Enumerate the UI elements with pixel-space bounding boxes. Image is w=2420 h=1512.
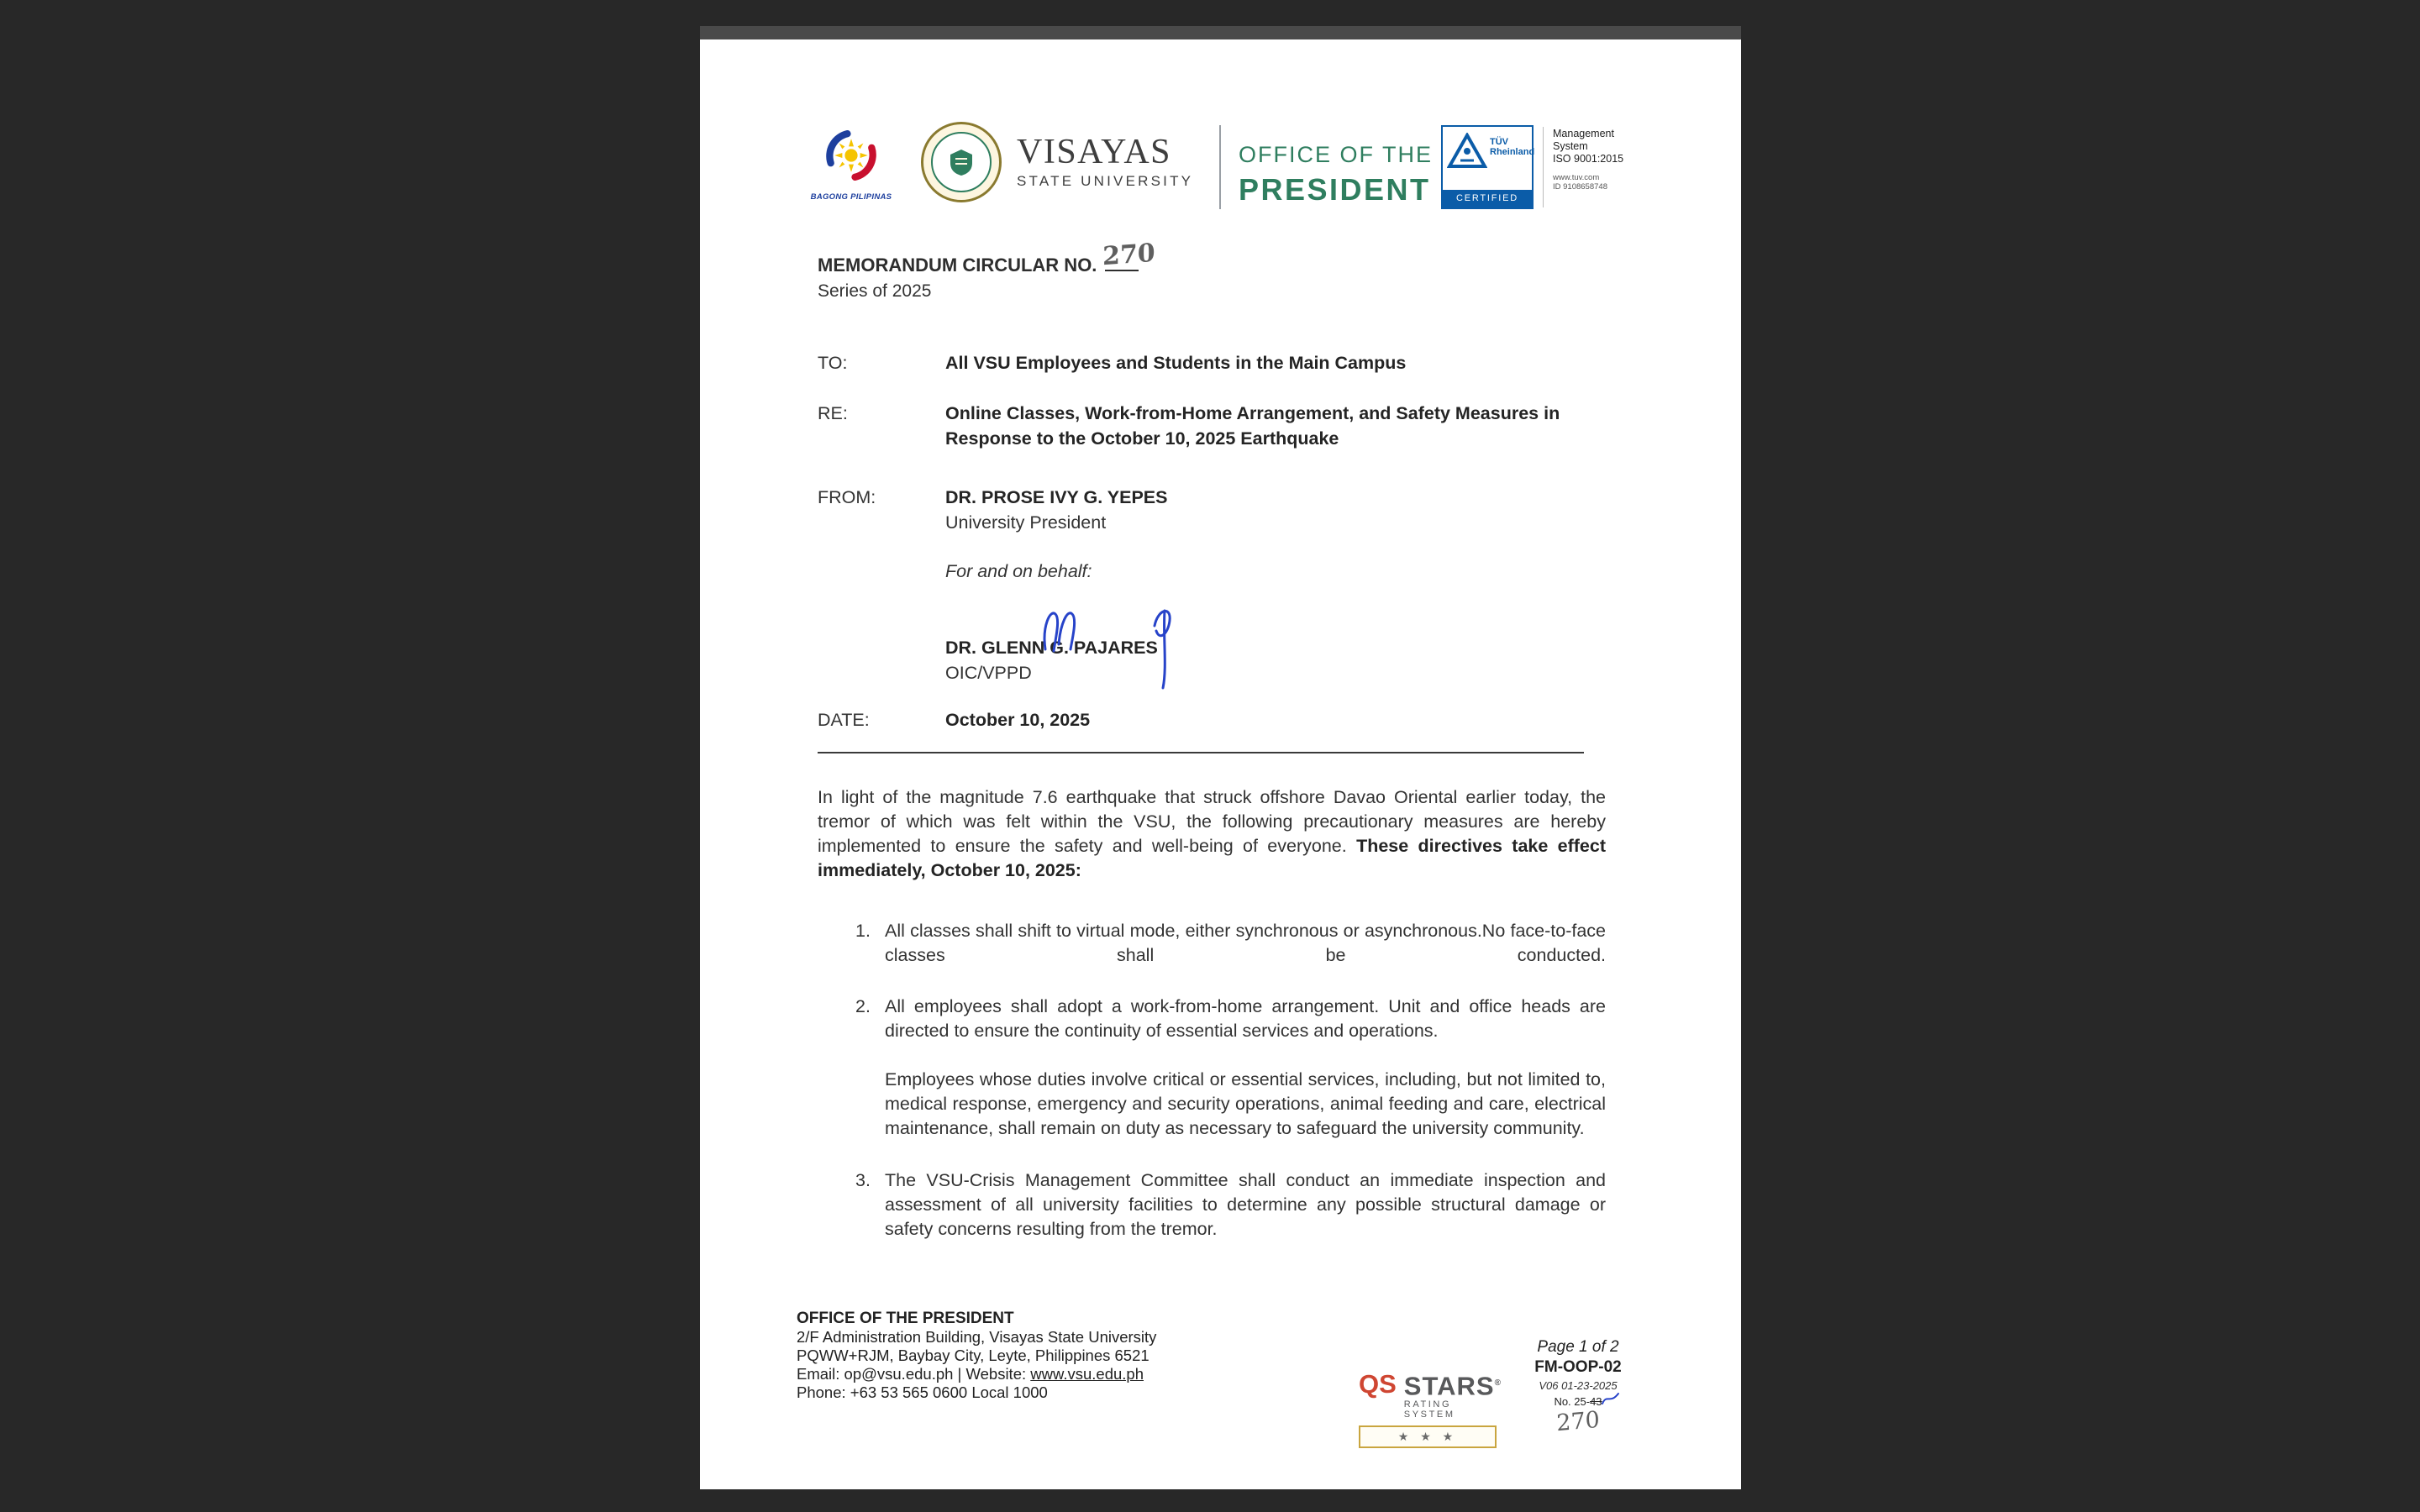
list-item-1 — [818, 919, 1606, 968]
office-name-line2: PRESIDENT — [1239, 172, 1431, 207]
bagong-pilipinas-logo — [808, 123, 895, 202]
list-item-3-number: 3. — [855, 1170, 871, 1190]
website-link[interactable]: www.vsu.edu.ph — [1030, 1365, 1144, 1383]
from-name: DR. PROSE IVY G. YEPES — [945, 487, 1168, 507]
tuv-logo-box — [1441, 125, 1534, 209]
tuv-brand — [1490, 137, 1534, 157]
qs-stars-icons: ★ ★ ★ — [1359, 1425, 1497, 1448]
intro-directive-text: These directives take effect immediately, October 10, 2025: — [818, 836, 1607, 880]
qs-logo: QS — [1359, 1369, 1397, 1399]
tuv-description — [1553, 125, 1623, 192]
signatory-spacer — [818, 635, 945, 685]
footer-phone: Phone: +63 53 565 0600 Local 1000 — [797, 1383, 1048, 1401]
date-value: October 10, 2025 — [945, 710, 1091, 730]
form-code: FM-OOP-02 — [1534, 1358, 1622, 1376]
footer-email-text: Email: op@vsu.edu.ph | Website: — [797, 1365, 1031, 1383]
tuv-brand-tuv: TÜV — [1490, 137, 1508, 147]
memo-series: Series of 2025 — [818, 281, 932, 301]
memo-number-handwritten: 270 — [1102, 238, 1155, 272]
memo-number-blank — [1102, 238, 1155, 272]
date-label: DATE: — [818, 710, 870, 730]
from-title: University President — [945, 512, 1107, 533]
qs-stars-word: STARS® — [1403, 1371, 1502, 1401]
list-item-3-text: The VSU-Crisis Management Committee shall conduct an immediate inspection and assessment of all university facilities to determine any possible structural damage or safety concerns resulting from the tremor. — [885, 1170, 1606, 1239]
qs-stars-badge — [1359, 1369, 1502, 1448]
office-name-line1: OFFICE OF THE — [1239, 142, 1434, 167]
tuv-url: www.tuv.com — [1553, 173, 1600, 182]
university-wordmark — [1017, 134, 1193, 190]
on-behalf-text: For and on behalf: — [945, 561, 1092, 581]
footer-address-2: PQWW+RJM, Baybay City, Leyte, Philippines 6521 — [797, 1347, 1150, 1364]
qs-rating-system-label: RATING SYSTEM — [1403, 1399, 1455, 1420]
to-label: TO: — [818, 353, 848, 373]
university-name: VISAYAS — [1017, 133, 1172, 171]
behalf-name: DR. GLENN G. PAJARES — [945, 638, 1158, 658]
tuv-text-iso: ISO 9001:2015 — [1553, 153, 1624, 165]
divider-rule — [818, 752, 1584, 753]
seal-shield-icon — [949, 148, 974, 176]
tuv-text-system: System — [1553, 140, 1588, 152]
bagong-pilipinas-sun-icon — [819, 123, 883, 187]
footer-contact-block — [797, 1310, 1156, 1402]
tuv-text-management: Management — [1553, 128, 1614, 139]
footer-office-title: OFFICE OF THE PRESIDENT — [797, 1310, 1014, 1327]
field-row-to — [818, 352, 1609, 374]
footer-address-1: 2/F Administration Building, Visayas State University — [797, 1328, 1157, 1346]
page-edge-shadow — [700, 26, 1741, 39]
office-name — [1239, 142, 1433, 207]
bagong-pilipinas-label: BAGONG PILIPINAS — [810, 192, 892, 202]
behalf-spacer — [818, 560, 945, 582]
behalf-title: OIC/VPPD — [945, 663, 1032, 683]
footer-document-control — [1523, 1338, 1633, 1435]
footer-email-line — [797, 1365, 1156, 1383]
tuv-id: ID 9108658748 — [1553, 182, 1607, 192]
memo-body — [818, 785, 1606, 1242]
list-item-1-number: 1. — [855, 921, 871, 941]
tuv-brand-rheinland: Rheinland — [1490, 147, 1535, 157]
university-subtitle: STATE UNIVERSITY — [1017, 173, 1194, 189]
header-divider — [1219, 125, 1221, 209]
document-number-handwritten: 270 — [1555, 1406, 1601, 1437]
intro-paragraph — [818, 785, 1606, 883]
tuv-certified-label: CERTIFIED — [1443, 190, 1532, 207]
vsu-seal — [921, 122, 1002, 202]
field-row-re — [818, 401, 1609, 451]
tuv-certification-badge — [1441, 125, 1623, 209]
list-item-3 — [818, 1168, 1606, 1242]
list-item-2 — [818, 995, 1606, 1141]
field-row-behalf — [818, 560, 1609, 582]
form-version: V06 01-23-2025 — [1539, 1379, 1618, 1392]
re-value: Online Classes, Work-from-Home Arrangement, and Safety Measures in Response to the October 10, 2025 Earthquake — [945, 403, 1560, 449]
list-item-2-number: 2. — [855, 996, 871, 1016]
vsu-seal-emblem — [931, 132, 992, 192]
page-indicator: Page 1 of 2 — [1537, 1338, 1619, 1356]
field-row-date — [818, 709, 1609, 731]
field-row-signatory — [818, 635, 1609, 685]
list-item-2-text — [885, 995, 1606, 1141]
document-number-prefix: No. 25- — [1554, 1395, 1591, 1408]
tuv-separator — [1543, 127, 1544, 207]
field-row-from — [818, 485, 1609, 535]
tuv-triangle-icon — [1447, 133, 1487, 170]
from-label: FROM: — [818, 487, 876, 507]
document-number-struck: 43 — [1590, 1395, 1602, 1408]
intro-text: In light of the magnitude 7.6 earthquake that struck offshore Davao Oriental earlier today, the tremor of which was felt within the VSU, the following precautionary measures are hereby implemented to ensure the safety and well-being of everyone. — [818, 787, 1606, 856]
re-label: RE: — [818, 403, 848, 423]
list-item-1-text: All classes shall shift to virtual mode, either synchronous or asynchronous.No face-to-face classes shall be conducted. — [885, 921, 1606, 965]
document-page — [700, 26, 1741, 1489]
to-value: All VSU Employees and Students in the Main Campus — [945, 353, 1407, 373]
list-item-2-paragraph-2: Employees whose duties involve critical or essential services, including, but not limited to, medical response, emergency and security operations, animal feeding and care, electrical maintenance, shall remain on duty as necessary to safeguard the university community. — [885, 1069, 1606, 1138]
memo-title-row — [818, 238, 1155, 276]
memo-title: MEMORANDUM CIRCULAR NO. — [818, 255, 1097, 276]
list-item-2-paragraph-1: All employees shall adopt a work-from-home arrangement. Unit and office heads are directed to ensure the continuity of essential services and operations. — [885, 996, 1606, 1041]
